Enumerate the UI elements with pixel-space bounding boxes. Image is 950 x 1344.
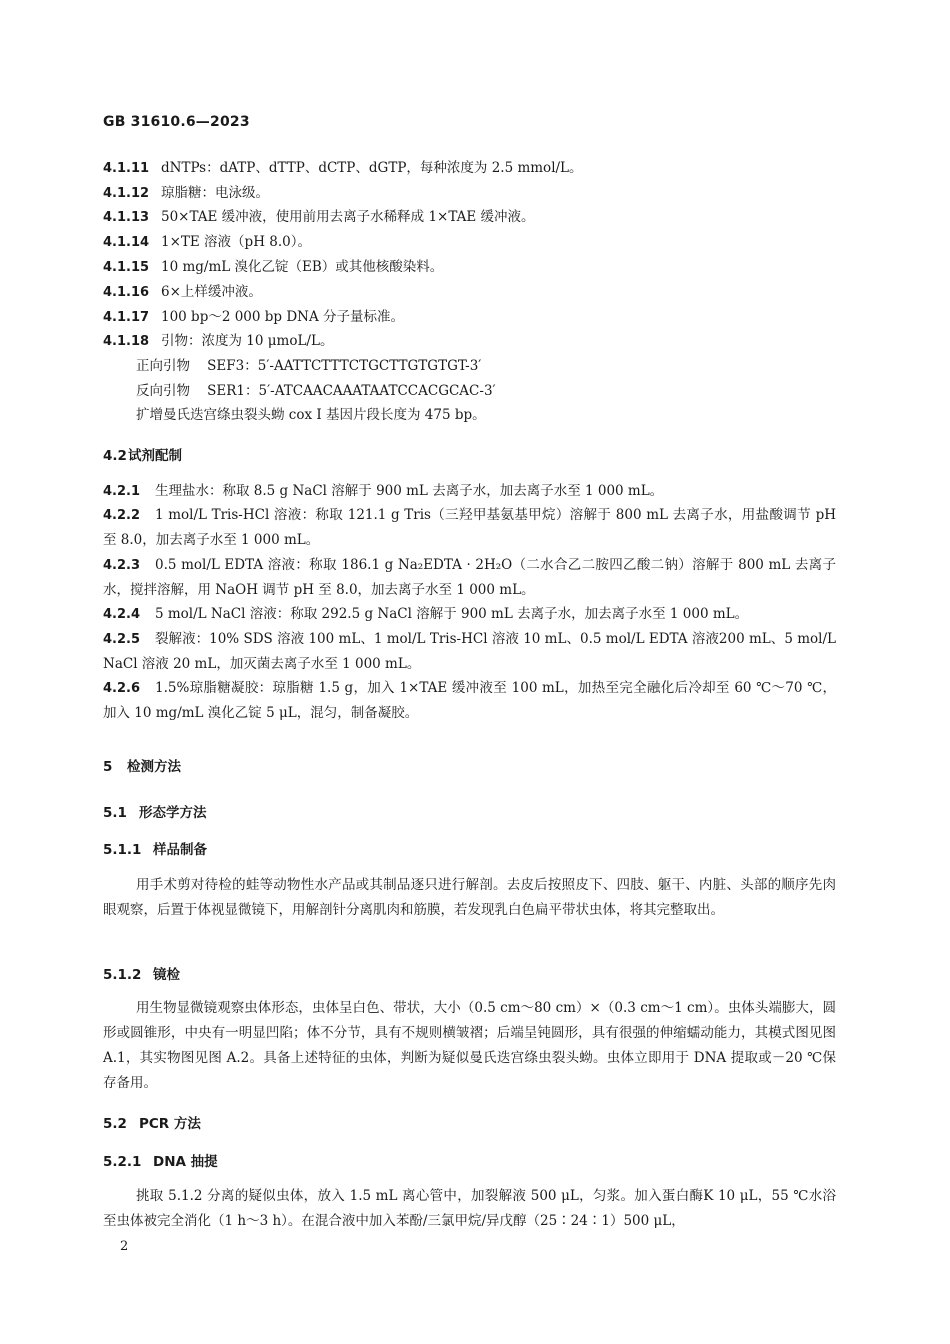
- section-heading: [103, 1112, 201, 1132]
- paragraph: 挑取 5.1.2 分离的疑似虫体，放入 1.5 mL 离心管中，加裂解液 500 μL，匀浆。加入蛋白酶K 10 μL，55 ℃水浴至虫体被完全消化（1 h～3 h）。在混合液中加入苯酚/三氯甲烷/异戊醇（25∶24∶1）500 μL，: [103, 1188, 836, 1229]
- section-number: 4.2: [103, 448, 127, 464]
- section-number: 5.1: [103, 805, 127, 821]
- list-item: [103, 233, 311, 252]
- clause-text: 裂解液：10% SDS 溶液 100 mL、1 mol/L Tris-HCl 溶液 10 mL、0.5 mol/L EDTA 溶液200 mL、5 mol/L NaCl 溶液 20 mL，加灭菌去离子水至 1 000 mL。: [103, 631, 836, 672]
- section-title: 检测方法: [127, 759, 181, 775]
- list-item: [103, 308, 404, 327]
- clause-text: 50×TAE 缓冲液，使用前用去离子水稀释成 1×TAE 缓冲液。: [161, 209, 535, 225]
- paragraph: 用生物显微镜观察虫体形态，虫体呈白色、带状，大小（0.5 cm～80 cm）×（0.3 cm～1 cm）。虫体头端膨大，圆形或圆锥形，中央有一明显凹陷；体不分节，具有不规则横皱褶；后端呈钝圆形，具有很强的伸缩蠕动能力，其模式图见图 A.1，其实物图见图 A.2。具备上述特征的虫体，判断为疑似曼氏迭宫绦虫裂头蚴。虫体立即用于 DNA 提取或－20 ℃保存备用。: [103, 1000, 836, 1091]
- clause-number: 4.2.4: [103, 607, 141, 622]
- list-item: [103, 283, 262, 302]
- clause-text: 5 mol/L NaCl 溶液：称取 292.5 g NaCl 溶解于 900 mL 去离子水，加去离子水至 1 000 mL。: [155, 606, 749, 622]
- clause-number: 4.1.16: [103, 285, 150, 300]
- clause-number: 4.1.11: [103, 161, 150, 176]
- reverse-primer: 反向引物 SER1：5′-ATCAACAAATAATCCACGCAC-3′: [136, 383, 496, 399]
- section-heading: [103, 755, 181, 775]
- list-item: [103, 602, 836, 627]
- clause-number: 4.2.6: [103, 681, 141, 696]
- clause-number: 4.2.2: [103, 508, 141, 523]
- section-title: 试剂配制: [128, 448, 182, 464]
- section-number: 5.2: [103, 1116, 127, 1132]
- clause-number: 4.2.5: [103, 632, 141, 647]
- section-title: 形态学方法: [139, 805, 207, 821]
- list-item: [103, 332, 333, 351]
- clause-text: 生理盐水：称取 8.5 g NaCl 溶解于 900 mL 去离子水，加去离子水至 1 000 mL。: [155, 483, 664, 499]
- clause-text: dNTPs：dATP、dTTP、dCTP、dGTP，每种浓度为 2.5 mmol/L。: [161, 160, 583, 176]
- clause-number: 4.1.15: [103, 260, 150, 275]
- list-item: [103, 553, 836, 603]
- list-item: [103, 676, 836, 726]
- clause-text: 1.5%琼脂糖凝胶：琼脂糖 1.5 g，加入 1×TAE 缓冲液至 100 mL，加热至完全融化后冷却至 60 ℃～70 ℃，加入 10 mg/mL 溴化乙锭 5 μL，混匀，制备凝胶。: [103, 680, 836, 721]
- section-title: PCR 方法: [139, 1116, 201, 1132]
- forward-primer: 正向引物 SEF3：5′-AATTCTTTCTGCTTGTGTGT-3′: [136, 358, 482, 374]
- section-heading: [103, 444, 182, 464]
- section-title: DNA 抽提: [153, 1154, 218, 1170]
- clause-text: 0.5 mol/L EDTA 溶液：称取 186.1 g Na₂EDTA · 2H₂O（二水合乙二胺四乙酸二钠）溶解于 800 mL 去离子水，搅拌溶解，用 NaOH 调节 pH 至 8.0，加去离子水至 1 000 mL。: [103, 557, 836, 598]
- document-code: GB 31610.6—2023: [103, 114, 250, 130]
- section-title: 镜检: [153, 967, 180, 983]
- section-heading: [103, 838, 207, 858]
- list-item: [103, 627, 836, 677]
- section-heading: [103, 963, 180, 983]
- clause-text: 1 mol/L Tris-HCl 溶液：称取 121.1 g Tris（三羟甲基氨基甲烷）溶解于 800 mL 去离子水，用盐酸调节 pH 至 8.0，加去离子水至 1 000 mL。: [103, 507, 836, 548]
- list-item: [103, 503, 836, 553]
- list-item: [103, 208, 535, 227]
- clause-number: 4.2.1: [103, 484, 141, 499]
- section-number: 5: [103, 759, 113, 775]
- clause-text: 100 bp～2 000 bp DNA 分子量标准。: [161, 309, 405, 325]
- amplicon-note: 扩增曼氏迭宫绦虫裂头蚴 cox I 基因片段长度为 475 bp。: [136, 407, 486, 423]
- clause-text: 10 mg/mL 溴化乙锭（EB）或其他核酸染料。: [161, 259, 444, 275]
- list-item: [103, 479, 836, 504]
- clause-number: 4.1.13: [103, 210, 150, 225]
- clause-number: 4.2.3: [103, 558, 141, 573]
- list-item: [103, 159, 583, 178]
- section-number: 5.1.2: [103, 967, 142, 983]
- clause-number: 4.1.12: [103, 186, 150, 201]
- clause-number: 4.1.17: [103, 310, 150, 325]
- clause-text: 6×上样缓冲液。: [161, 284, 262, 300]
- clause-number: 4.1.14: [103, 235, 150, 250]
- section-heading: [103, 1150, 218, 1170]
- clause-number: 4.1.18: [103, 334, 150, 349]
- section-heading: [103, 801, 207, 821]
- list-item: [103, 258, 443, 277]
- clause-text: 琼脂糖：电泳级。: [161, 185, 269, 201]
- section-number: 5.1.1: [103, 842, 142, 858]
- paragraph: 用手术剪对待检的蛙等动物性水产品或其制品逐只进行解剖。去皮后按照皮下、四肢、躯干、内脏、头部的顺序先肉眼观察，后置于体视显微镜下，用解剖针分离肌肉和筋膜，若发现乳白色扁平带状虫体，将其完整取出。: [103, 877, 836, 918]
- clause-text: 引物：浓度为 10 μmoL/L。: [161, 333, 334, 349]
- list-item: [103, 184, 269, 203]
- page-number: 2: [120, 1239, 129, 1254]
- section-number: 5.2.1: [103, 1154, 142, 1170]
- section-title: 样品制备: [153, 842, 207, 858]
- clause-text: 1×TE 溶液（pH 8.0）。: [161, 234, 311, 250]
